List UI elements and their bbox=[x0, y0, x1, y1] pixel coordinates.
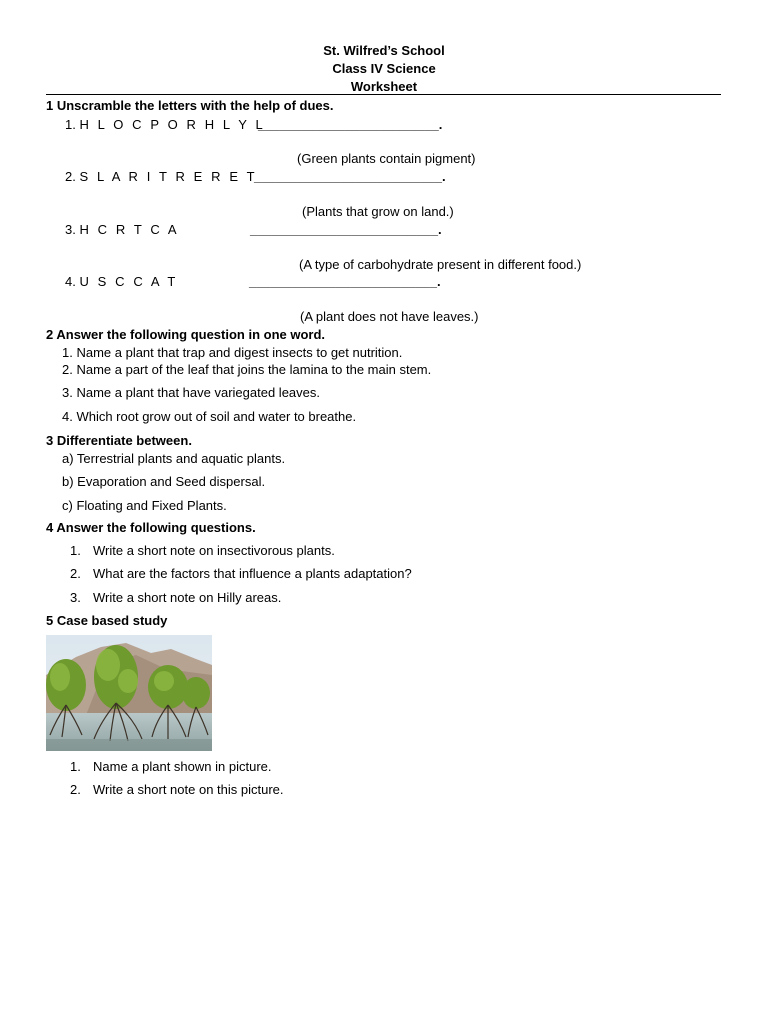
scrambled-word: S L A R I T R E R E T bbox=[79, 169, 258, 184]
hint-text: (Plants that grow on land.) bbox=[302, 204, 454, 219]
q5-item-number: 2. bbox=[70, 782, 81, 797]
item-number: 4. bbox=[65, 274, 76, 289]
q1-item-3 bbox=[65, 222, 179, 238]
q3-item: b) Evaporation and Seed dispersal. bbox=[62, 474, 266, 489]
q2-item: 3. Name a plant that have variegated leaves. bbox=[62, 385, 320, 400]
answer-blank[interactable]: __________________________. bbox=[254, 169, 446, 184]
header-divider bbox=[46, 94, 721, 95]
item-number: 2. bbox=[65, 169, 76, 184]
q1-item-4 bbox=[65, 274, 178, 290]
q1-heading: 1 Unscramble the letters with the help of dues. bbox=[46, 98, 334, 113]
class-name: Class IV Science bbox=[332, 61, 436, 76]
q5-item-number: 1. bbox=[70, 759, 81, 774]
q2-item: 1. Name a plant that trap and digest insects to get nutrition. bbox=[62, 345, 403, 360]
q2-item: 4. Which root grow out of soil and water to breathe. bbox=[62, 409, 357, 424]
q4-item: Write a short note on Hilly areas. bbox=[93, 590, 282, 605]
item-number: 3. bbox=[65, 222, 76, 237]
scrambled-word: H C R T C A bbox=[79, 222, 180, 237]
q4-item-number: 1. bbox=[70, 543, 81, 558]
q2-item: 2. Name a part of the leaf that joins the lamina to the main stem. bbox=[62, 362, 432, 377]
scrambled-word: H L O C P O R H L Y L bbox=[79, 117, 266, 132]
q3-item: a) Terrestrial plants and aquatic plants. bbox=[62, 451, 286, 466]
hint-text: (A plant does not have leaves.) bbox=[300, 309, 479, 324]
q4-item-number: 2. bbox=[70, 566, 81, 581]
answer-blank[interactable]: __________________________. bbox=[250, 222, 442, 237]
q3-heading: 3 Differentiate between. bbox=[46, 433, 192, 448]
mangrove-photo bbox=[46, 635, 212, 751]
q1-item-2 bbox=[65, 169, 257, 185]
q5-heading: 5 Case based study bbox=[46, 613, 168, 628]
q4-item-number: 3. bbox=[70, 590, 81, 605]
school-name: St. Wilfred’s School bbox=[323, 43, 445, 58]
q3-item: c) Floating and Fixed Plants. bbox=[62, 498, 227, 513]
answer-blank[interactable]: __________________________. bbox=[249, 274, 441, 289]
q4-item: What are the factors that influence a plants adaptation? bbox=[93, 566, 412, 581]
q4-heading: 4 Answer the following questions. bbox=[46, 520, 256, 535]
item-number: 1. bbox=[65, 117, 76, 132]
q5-item: Name a plant shown in picture. bbox=[93, 759, 272, 774]
q4-item: Write a short note on insectivorous plants. bbox=[93, 543, 335, 558]
worksheet-title: Worksheet bbox=[350, 79, 418, 94]
q1-item-1 bbox=[65, 117, 265, 133]
answer-blank[interactable]: _________________________. bbox=[258, 117, 443, 132]
hint-text: (A type of carbohydrate present in different food.) bbox=[299, 257, 582, 272]
q5-item: Write a short note on this picture. bbox=[93, 782, 284, 797]
scrambled-word: U S C C A T bbox=[79, 274, 178, 289]
q2-heading: 2 Answer the following question in one word. bbox=[46, 327, 326, 342]
hint-text: (Green plants contain pigment) bbox=[297, 151, 476, 166]
